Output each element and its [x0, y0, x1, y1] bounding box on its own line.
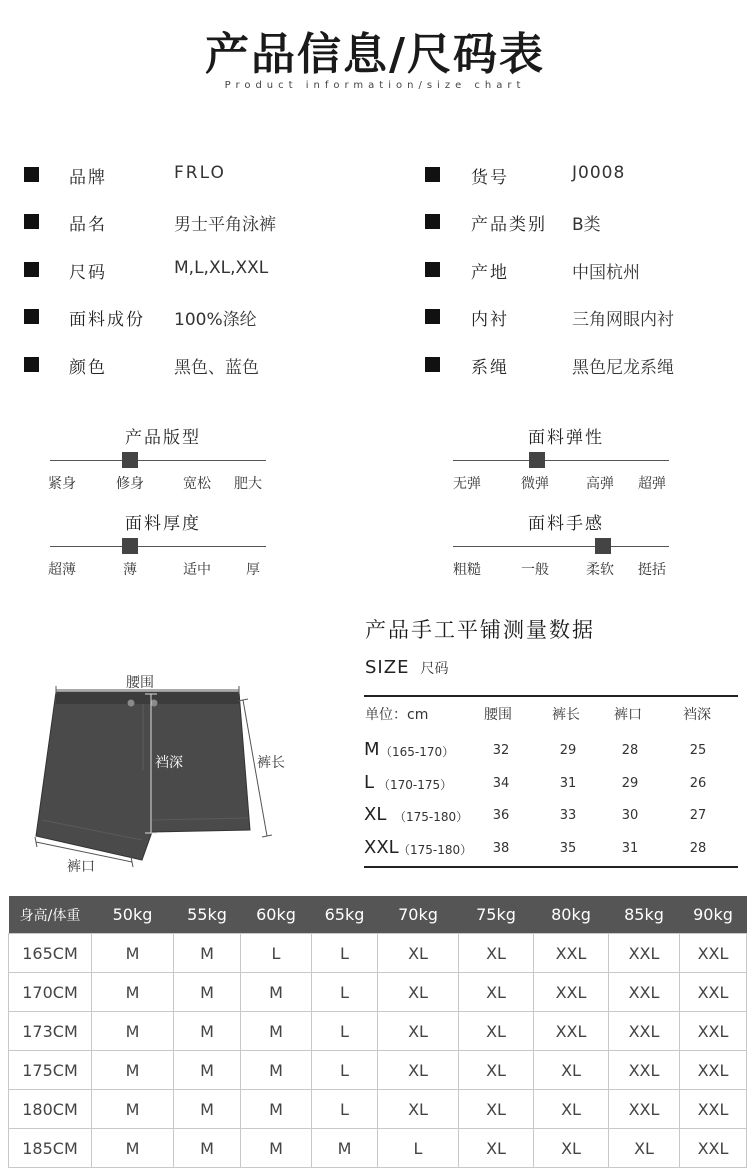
square-bullet-icon: [24, 167, 39, 182]
scale-title: 面料手感: [528, 514, 604, 534]
weight-header: 90kg: [680, 896, 747, 934]
cell-value: 28: [621, 743, 639, 758]
info-label: 产品类别: [471, 215, 547, 235]
size-cell: XL: [459, 1051, 534, 1090]
info-item: [425, 163, 745, 187]
scale-line: [50, 460, 266, 461]
size-cell: XL: [534, 1090, 609, 1129]
cell-value: 29: [621, 776, 639, 791]
info-value: 三角网眼内衬: [572, 310, 674, 330]
info-list-right: [425, 163, 745, 383]
scale-option: 肥大: [234, 476, 262, 492]
info-label: 内衬: [471, 310, 509, 330]
info-label: 面料成份: [69, 310, 145, 330]
scale-option: 一般: [521, 562, 549, 578]
weight-header: 85kg: [609, 896, 680, 934]
info-label: 尺码: [69, 263, 107, 283]
info-value: M,L,XL,XXL: [174, 258, 269, 278]
size-cell: M: [92, 1129, 174, 1168]
rise-label: 裆深: [155, 755, 183, 771]
page-subtitle: Product information/size chart: [224, 80, 526, 91]
size-cell: XXL: [609, 934, 680, 973]
info-value: 中国杭州: [572, 263, 640, 283]
cell-value: 33: [559, 808, 577, 823]
scale-fit: [50, 423, 266, 493]
square-bullet-icon: [24, 214, 39, 229]
square-bullet-icon: [24, 262, 39, 277]
scale-option: 微弹: [521, 476, 549, 492]
info-value: B类: [572, 215, 601, 235]
scale-line: [453, 460, 669, 461]
size-cell: XXL: [680, 934, 747, 973]
size-cell: XXL: [680, 1051, 747, 1090]
info-value: J0008: [572, 163, 626, 183]
height-cell: 170CM: [9, 973, 92, 1012]
table-top-rule: [364, 695, 738, 697]
size-cell: XXL: [680, 1012, 747, 1051]
info-item: [425, 353, 745, 377]
info-label: 系绳: [471, 358, 509, 378]
size-cell: M: [241, 1012, 312, 1051]
scale-option: 挺括: [638, 562, 666, 578]
scale-option: 宽松: [183, 476, 211, 492]
square-bullet-icon: [425, 262, 440, 277]
size-cell: XXL: [680, 1090, 747, 1129]
size-cell: L: [312, 1090, 378, 1129]
scale-title: 产品版型: [125, 428, 201, 448]
size-cell: M: [174, 1051, 241, 1090]
table-row: [364, 804, 738, 830]
scale-option: 紧身: [48, 476, 76, 492]
size-cell: M: [174, 1129, 241, 1168]
size-cell: M: [174, 973, 241, 1012]
size-name: M: [364, 739, 380, 760]
table-row: [9, 973, 747, 1012]
info-item: [24, 353, 384, 377]
size-cell: L: [241, 934, 312, 973]
scale-marker: [529, 452, 545, 468]
cell-value: 31: [621, 841, 639, 856]
cell-value: 32: [492, 743, 510, 758]
info-item: [24, 258, 384, 282]
size-heading: [365, 657, 449, 678]
size-cell: XL: [534, 1051, 609, 1090]
scale-option: 柔软: [586, 562, 614, 578]
size-range: （175-180）: [394, 810, 469, 824]
cell-value: 29: [559, 743, 577, 758]
info-item: [425, 258, 745, 282]
weight-header: 50kg: [92, 896, 174, 934]
info-value: 100%涤纶: [174, 310, 257, 330]
info-item: [425, 210, 745, 234]
size-name: L: [364, 772, 375, 793]
column-header: 裤口: [614, 707, 642, 723]
weight-header: 80kg: [534, 896, 609, 934]
scale-option: 粗糙: [453, 562, 481, 578]
table-bottom-rule: [364, 866, 738, 868]
scale-option: 修身: [116, 476, 144, 492]
size-label: SIZE: [365, 657, 410, 678]
info-label: 品牌: [69, 168, 107, 188]
size-cell: L: [378, 1129, 459, 1168]
size-cell: L: [312, 1012, 378, 1051]
cell-value: 26: [689, 776, 707, 791]
leg-opening-label: 裤口: [67, 859, 95, 875]
info-label: 品名: [69, 215, 107, 235]
info-value: 黑色、蓝色: [174, 358, 259, 378]
square-bullet-icon: [24, 357, 39, 372]
scale-option: 厚: [246, 562, 260, 578]
page-title: 产品信息/尺码表: [204, 29, 546, 80]
square-bullet-icon: [425, 214, 440, 229]
info-item: [24, 210, 384, 234]
size-cell: XL: [459, 1129, 534, 1168]
scale-marker: [122, 538, 138, 554]
column-header: 腰围: [484, 707, 512, 723]
scale-marker: [595, 538, 611, 554]
size-cell: M: [241, 1090, 312, 1129]
scale-option: 高弹: [586, 476, 614, 492]
size-cell: XL: [609, 1129, 680, 1168]
cell-value: 36: [492, 808, 510, 823]
info-list-left: [24, 163, 384, 383]
corner-header: 身高/体重: [9, 896, 92, 934]
height-cell: 173CM: [9, 1012, 92, 1051]
length-label: 裤长: [257, 755, 285, 771]
info-item: [425, 305, 745, 329]
size-cell: M: [92, 973, 174, 1012]
size-cell: M: [92, 934, 174, 973]
size-cell: M: [312, 1129, 378, 1168]
cell-value: 31: [559, 776, 577, 791]
column-header: 裤长: [552, 707, 580, 723]
info-value: 黑色尼龙系绳: [572, 358, 674, 378]
square-bullet-icon: [425, 309, 440, 324]
size-cell: XXL: [534, 973, 609, 1012]
size-cell: XL: [378, 973, 459, 1012]
info-label: 颜色: [69, 358, 107, 378]
weight-header: 75kg: [459, 896, 534, 934]
cell-value: 38: [492, 841, 510, 856]
square-bullet-icon: [425, 357, 440, 372]
cell-value: 34: [492, 776, 510, 791]
info-value: FRLO: [174, 163, 226, 183]
weight-header: 65kg: [312, 896, 378, 934]
scale-line: [50, 546, 266, 547]
scale-option: 薄: [123, 562, 137, 578]
size-cell: M: [241, 1129, 312, 1168]
column-header: 裆深: [683, 707, 711, 723]
table-header-row: [9, 896, 747, 934]
size-cell: XXL: [680, 1129, 747, 1168]
height-cell: 185CM: [9, 1129, 92, 1168]
size-cell: M: [174, 1012, 241, 1051]
measurement-title: 产品手工平铺测量数据: [365, 618, 595, 642]
scale-marker: [122, 452, 138, 468]
height-cell: 165CM: [9, 934, 92, 973]
height-cell: 180CM: [9, 1090, 92, 1129]
scale-line: [453, 546, 669, 547]
cell-value: 28: [689, 841, 707, 856]
size-label-cn: 尺码: [420, 661, 449, 677]
square-bullet-icon: [24, 309, 39, 324]
cell-value: 25: [689, 743, 707, 758]
shorts-diagram: [24, 670, 294, 875]
size-cell: XL: [459, 934, 534, 973]
size-cell: XL: [459, 1012, 534, 1051]
size-cell: XL: [534, 1129, 609, 1168]
size-cell: XL: [459, 1090, 534, 1129]
size-cell: XXL: [680, 973, 747, 1012]
table-row: [9, 1129, 747, 1168]
scale-elasticity: [453, 423, 669, 493]
scale-title: 面料厚度: [125, 514, 201, 534]
size-cell: XXL: [609, 973, 680, 1012]
size-cell: XL: [378, 1090, 459, 1129]
size-cell: XXL: [609, 1012, 680, 1051]
size-cell: XXL: [534, 1012, 609, 1051]
height-cell: 175CM: [9, 1051, 92, 1090]
scale-hand-feel: [453, 509, 669, 579]
table-row: [9, 1012, 747, 1051]
size-cell: M: [92, 1090, 174, 1129]
size-cell: XL: [378, 934, 459, 973]
table-row: [9, 1090, 747, 1129]
weight-header: 70kg: [378, 896, 459, 934]
size-range: （170-175）: [378, 778, 453, 792]
cell-value: 27: [689, 808, 707, 823]
scale-option: 无弹: [453, 476, 481, 492]
info-label: 货号: [471, 168, 509, 188]
size-name: XL: [364, 804, 387, 825]
table-row: [364, 739, 738, 765]
size-cell: M: [241, 1051, 312, 1090]
scale-option: 适中: [183, 562, 211, 578]
info-item: [24, 163, 384, 187]
scale-option: 超薄: [48, 562, 76, 578]
cell-value: 35: [559, 841, 577, 856]
size-cell: L: [312, 934, 378, 973]
size-recommendation-table: [8, 896, 747, 1168]
table-row: [9, 1051, 747, 1090]
info-label: 产地: [471, 263, 509, 283]
size-cell: XL: [459, 973, 534, 1012]
square-bullet-icon: [425, 167, 440, 182]
size-cell: XXL: [609, 1051, 680, 1090]
table-row: [9, 934, 747, 973]
size-cell: M: [174, 1090, 241, 1129]
size-cell: L: [312, 973, 378, 1012]
size-cell: M: [92, 1012, 174, 1051]
table-row: [364, 837, 738, 863]
shorts-illustration: [24, 670, 294, 875]
unit-label: 单位：cm: [365, 707, 429, 723]
size-range: （175-180）: [398, 843, 473, 857]
size-cell: L: [312, 1051, 378, 1090]
cell-value: 30: [621, 808, 639, 823]
table-row: [364, 772, 738, 798]
scale-title: 面料弹性: [528, 428, 604, 448]
size-range: （165-170）: [380, 745, 455, 759]
waist-label: 腰围: [126, 675, 154, 691]
size-cell: XXL: [534, 934, 609, 973]
weight-header: 60kg: [241, 896, 312, 934]
size-cell: M: [92, 1051, 174, 1090]
size-cell: M: [174, 934, 241, 973]
size-cell: M: [241, 973, 312, 1012]
scale-option: 超弹: [638, 476, 666, 492]
weight-header: 55kg: [174, 896, 241, 934]
size-name: XXL: [364, 837, 399, 858]
info-item: [24, 305, 384, 329]
size-cell: XL: [378, 1012, 459, 1051]
info-value: 男士平角泳裤: [174, 215, 276, 235]
size-cell: XL: [378, 1051, 459, 1090]
scale-thickness: [50, 509, 266, 579]
size-cell: XXL: [609, 1090, 680, 1129]
